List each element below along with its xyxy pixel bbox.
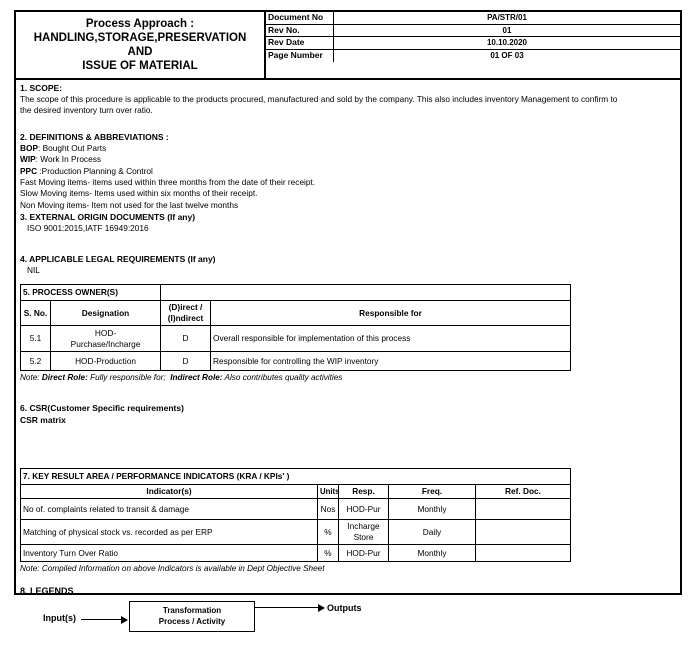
column-header-resp: Resp.: [339, 485, 389, 499]
meta-value-rev-no: 01: [502, 25, 512, 35]
meta-label-document-no: Document No: [266, 12, 334, 24]
process-owners-note: [20, 371, 676, 384]
process-owner-designation-line-2: Purchase/Incharge: [70, 338, 141, 349]
column-header-ref-doc: Ref. Doc.: [476, 485, 571, 499]
kra-freq: Daily: [389, 520, 476, 545]
kra-resp-line-1: Incharge: [347, 521, 380, 532]
section-heading-csr: 6. CSR(Customer Specific requirements): [20, 403, 184, 414]
kra-units: %: [318, 545, 339, 562]
meta-label-rev-date: Rev Date: [266, 37, 334, 49]
kra-resp: HOD-Pur: [339, 545, 389, 562]
definition-wip-value: : Work In Process: [35, 154, 101, 165]
arrow-right-icon: [121, 616, 128, 624]
process-owner-direct-indirect: D: [161, 326, 211, 352]
meta-value-rev-date: 10.10.2020: [486, 38, 528, 47]
legend-input-label: Input(s): [43, 613, 76, 624]
process-owners-section-row: [21, 285, 571, 301]
arrow-right-icon: [318, 604, 325, 612]
document-meta-table: [266, 12, 680, 80]
kra-ref-doc: [476, 520, 571, 545]
column-header-designation: Designation: [51, 301, 161, 326]
legal-requirements-value: NIL: [27, 264, 40, 275]
process-owner-designation: HOD-Production: [51, 352, 161, 371]
legend-process-box: [129, 601, 255, 632]
kra-indicator: Inventory Turn Over Ratio: [21, 545, 318, 562]
process-owner-sno: 5.1: [21, 326, 51, 352]
meta-label-rev-no: Rev No.: [266, 25, 334, 37]
definition-ppc-key: PPC: [20, 165, 38, 176]
table-row: [21, 545, 571, 562]
meta-row-rev-no: [266, 25, 680, 38]
definition-bop-key: BOP: [20, 142, 38, 153]
meta-value-page-number: 01 OF 03: [490, 50, 524, 60]
process-owners-section-blank: [161, 285, 571, 301]
legend-process-line-2: Process / Activity: [158, 616, 226, 626]
definition-bop: [20, 143, 676, 154]
kra-kpi-table: [20, 468, 571, 562]
column-header-responsible-for: Responsible for: [211, 301, 571, 326]
column-header-direct-indirect: [161, 301, 211, 326]
legend-process-line-1: Transformation: [162, 606, 222, 616]
kra-freq: Monthly: [389, 545, 476, 562]
table-row: [21, 520, 571, 545]
external-origin-documents-value: ISO 9001:2015,IATF 16949:2016: [27, 223, 149, 234]
definition-slow-moving: Slow Moving items- Items used within six months of their receipt.: [20, 188, 258, 199]
meta-row-rev-date: [266, 37, 680, 50]
kra-section-row: [21, 469, 571, 485]
process-owners-header-row: [21, 301, 571, 326]
table-row: [21, 352, 571, 371]
kra-units: %: [318, 520, 339, 545]
meta-row-document-no: [266, 12, 680, 25]
process-owners-table: [20, 284, 571, 371]
definition-bop-value: : Bought Out Parts: [37, 142, 107, 153]
scope-text-line-1: The scope of this procedure is applicable to the products procured, manufactured and sold by the company. This also includes inventory Management to confirm to: [20, 94, 618, 104]
legend-output-arrow-line: [255, 607, 320, 608]
legend-input-arrow-line: [81, 619, 123, 620]
section-heading-definitions: 2. DEFINITIONS & ABBREVIATIONS :: [20, 131, 169, 142]
meta-row-page-number: [266, 50, 680, 63]
column-header-indicator: Indicator(s): [21, 485, 318, 499]
scope-text-line-2: the desired inventory turn over ratio.: [20, 105, 153, 116]
meta-value-document-no: PA/STR/01: [487, 13, 527, 22]
column-header-freq: Freq.: [389, 485, 476, 499]
kra-indicator: Matching of physical stock vs. recorded as per ERP: [21, 520, 318, 545]
kra-note: Note: Compiled Information on above Indicators is available in Dept Objective Sheet: [20, 564, 325, 574]
table-row: [21, 499, 571, 520]
section-heading-external-origin-documents: 3. EXTERNAL ORIGIN DOCUMENTS (If any): [20, 212, 196, 223]
process-owner-direct-indirect: D: [161, 352, 211, 371]
legends-diagram: [20, 600, 676, 646]
kra-resp-line-2: Store: [353, 532, 374, 543]
legend-output-label: Outputs: [327, 603, 362, 614]
definition-fast-moving: Fast Moving items- items used within three months from the date of their receipt.: [20, 177, 316, 188]
column-header-direct-line-1: (D)irect /: [168, 302, 203, 313]
document-header: [16, 12, 680, 80]
process-owner-designation: [51, 326, 161, 352]
document-title-block: [16, 12, 266, 80]
process-owner-designation-line-1: HOD-: [94, 327, 117, 338]
kra-units: Nos: [318, 499, 339, 520]
process-owner-sno: 5.2: [21, 352, 51, 371]
table-row: [21, 326, 571, 352]
kra-ref-doc: [476, 499, 571, 520]
section-heading-scope: 1. SCOPE:: [20, 83, 63, 93]
section-heading-process-owners: 5. PROCESS OWNER(S): [21, 285, 161, 301]
kra-freq: Monthly: [389, 499, 476, 520]
process-owner-responsible-for: Responsible for controlling the WIP inventory: [211, 352, 571, 371]
section-heading-legal-requirements: 4. APPLICABLE LEGAL REQUIREMENTS (If any): [20, 253, 216, 264]
definition-non-moving: Non Moving items- Item not used for the last twelve months: [20, 199, 239, 210]
definition-wip: [20, 154, 676, 165]
definition-ppc-value: :Production Planning & Control: [37, 165, 153, 176]
kra-ref-doc: [476, 545, 571, 562]
document-body: [16, 80, 680, 646]
meta-label-page-number: Page Number: [266, 50, 334, 63]
note-indirect-role-text: Also contributes quality activities: [222, 373, 343, 383]
note-prefix: Note:: [20, 373, 40, 383]
definition-ppc: [20, 166, 676, 177]
document-title-line-1: Process Approach :: [85, 18, 195, 30]
section-heading-kra-kpi: 7. KEY RESULT AREA / PERFORMANCE INDICATORS (KRA / KPIs' ): [21, 469, 571, 485]
csr-value: CSR matrix: [20, 415, 66, 426]
column-header-sno: S. No.: [21, 301, 51, 326]
kra-resp: HOD-Pur: [339, 499, 389, 520]
column-header-direct-line-2: (I)ndirect: [167, 313, 204, 324]
note-indirect-role-label: Indirect Role:: [170, 373, 223, 383]
note-direct-role-text: Fully responsible for;: [87, 373, 166, 383]
section-heading-legends: 8. LEGENDS: [20, 586, 74, 597]
document-title-line-3: ISSUE OF MATERIAL: [82, 60, 198, 72]
column-header-units: Units: [318, 485, 339, 499]
document-title-line-2: HANDLING,STORAGE,PRESERVATION AND: [33, 32, 247, 58]
process-owner-responsible-for: Overall responsible for implementation of this process: [211, 326, 571, 352]
document-page: [14, 10, 682, 626]
kra-resp: [339, 520, 389, 545]
note-direct-role-label: Direct Role:: [41, 373, 88, 383]
kra-header-row: [21, 485, 571, 499]
definition-wip-key: WIP: [20, 154, 36, 165]
kra-indicator: No of. complaints related to transit & damage: [21, 499, 318, 520]
